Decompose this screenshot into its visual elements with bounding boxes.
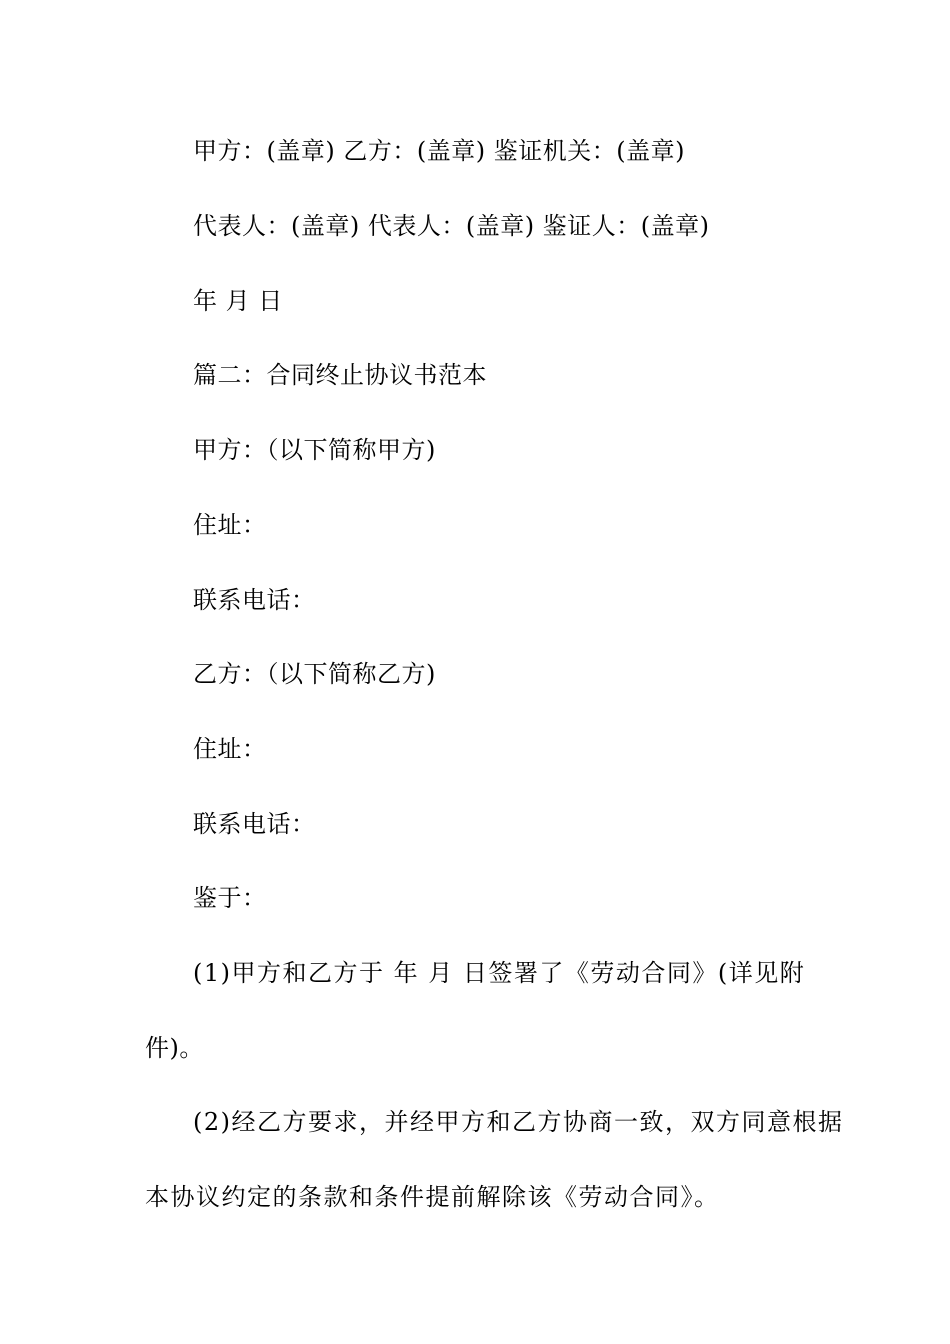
clause-2-line-2: 本协议约定的条款和条件提前解除该《劳动合同》。	[145, 1183, 720, 1211]
party-a-line: 甲方：（以下简称甲方)	[193, 436, 436, 464]
clause-1-line-2: 件)。	[145, 1034, 204, 1062]
whereas-heading: 鉴于：	[193, 884, 267, 912]
party-a-address: 住址：	[193, 511, 267, 539]
signature-line-representatives: 代表人：(盖章) 代表人：(盖章) 鉴证人：(盖章)	[193, 212, 710, 240]
clause-2-line-1: (2)经乙方要求，并经甲方和乙方协商一致，双方同意根据	[193, 1108, 844, 1136]
clause-1-line-1: (1)甲方和乙方于 年 月 日签署了《劳动合同》(详见附	[193, 959, 806, 987]
party-b-line: 乙方：（以下简称乙方)	[193, 660, 436, 688]
party-a-phone: 联系电话：	[193, 586, 316, 614]
signature-line-parties: 甲方：(盖章) 乙方：(盖章) 鉴证机关：(盖章)	[193, 137, 685, 165]
date-line: 年 月 日	[193, 287, 283, 315]
party-b-phone: 联系电话：	[193, 810, 316, 838]
section-title: 篇二：合同终止协议书范本	[193, 361, 487, 389]
party-b-address: 住址：	[193, 735, 267, 763]
